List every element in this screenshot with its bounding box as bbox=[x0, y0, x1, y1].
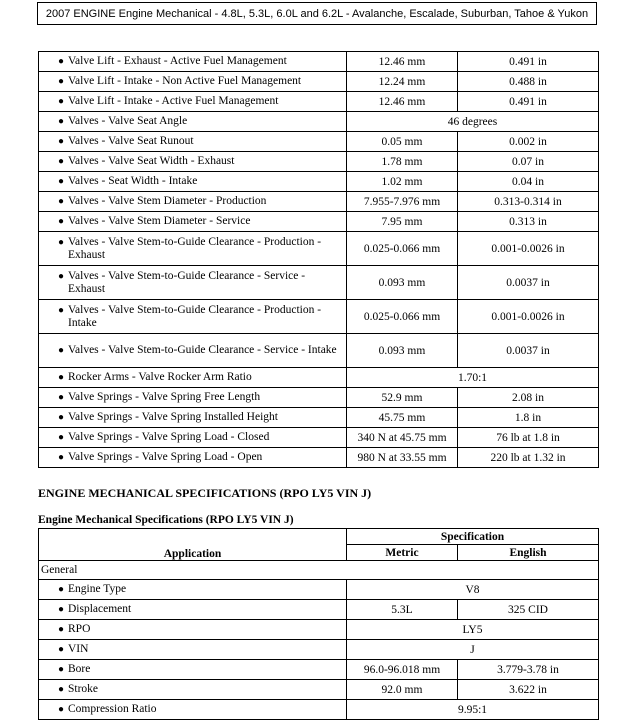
bullet-icon: ● bbox=[57, 270, 65, 282]
table-row bbox=[39, 92, 599, 112]
table-row bbox=[39, 172, 599, 192]
bullet-icon: ● bbox=[57, 583, 65, 595]
application-header: Application bbox=[39, 529, 347, 561]
application-label: VIN bbox=[68, 642, 89, 655]
table-row bbox=[39, 72, 599, 92]
application-cell bbox=[39, 300, 347, 334]
english-cell: 0.0037 in bbox=[458, 266, 599, 300]
metric-cell: 1.78 mm bbox=[347, 152, 458, 172]
application-cell bbox=[39, 600, 347, 620]
metric-cell: 0.093 mm bbox=[347, 334, 458, 368]
english-cell: 0.491 in bbox=[458, 52, 599, 72]
metric-cell: 980 N at 33.55 mm bbox=[347, 448, 458, 468]
metric-cell: 45.75 mm bbox=[347, 408, 458, 428]
application-label: Valves - Valve Stem-to-Guide Clearance - Service - Intake bbox=[68, 343, 337, 356]
spec-value-cell: 9.95:1 bbox=[347, 700, 599, 720]
english-cell: 3.779-3.78 in bbox=[458, 660, 599, 680]
bullet-icon: ● bbox=[57, 411, 65, 423]
application-cell bbox=[39, 112, 347, 132]
application-cell bbox=[39, 212, 347, 232]
metric-cell: 340 N at 45.75 mm bbox=[347, 428, 458, 448]
table-row bbox=[39, 52, 599, 72]
table-row bbox=[39, 700, 599, 720]
application-label: Valve Springs - Valve Spring Installed Height bbox=[68, 410, 278, 423]
english-cell: 0.0037 in bbox=[458, 334, 599, 368]
application-label: Engine Type bbox=[68, 582, 127, 595]
metric-cell: 5.3L bbox=[347, 600, 458, 620]
english-cell: 0.313-0.314 in bbox=[458, 192, 599, 212]
metric-cell: 96.0-96.018 mm bbox=[347, 660, 458, 680]
application-cell bbox=[39, 680, 347, 700]
bullet-icon: ● bbox=[57, 195, 65, 207]
application-cell bbox=[39, 388, 347, 408]
application-label: Valves - Valve Stem Diameter - Production bbox=[68, 194, 267, 207]
bullet-icon: ● bbox=[57, 95, 65, 107]
bullet-icon: ● bbox=[57, 175, 65, 187]
application-label: Valves - Valve Seat Angle bbox=[68, 114, 188, 127]
table-row bbox=[39, 152, 599, 172]
metric-cell: 12.46 mm bbox=[347, 92, 458, 112]
valve-specs-table bbox=[38, 51, 599, 468]
application-label: Valves - Valve Stem-to-Guide Clearance - Production - Exhaust bbox=[68, 235, 322, 261]
application-label: Valve Lift - Exhaust - Active Fuel Management bbox=[68, 54, 287, 67]
english-cell: 325 CID bbox=[458, 600, 599, 620]
english-cell: 0.001-0.0026 in bbox=[458, 300, 599, 334]
table-header-row bbox=[39, 529, 599, 545]
application-label: Valve Springs - Valve Spring Load - Closed bbox=[68, 430, 270, 443]
application-label: Valve Lift - Intake - Active Fuel Management bbox=[68, 94, 279, 107]
application-label: Valves - Valve Stem-to-Guide Clearance - Service - Exhaust bbox=[68, 269, 306, 295]
english-cell: 76 lb at 1.8 in bbox=[458, 428, 599, 448]
metric-cell: 0.025-0.066 mm bbox=[347, 232, 458, 266]
metric-cell: 0.025-0.066 mm bbox=[347, 300, 458, 334]
english-header: English bbox=[458, 545, 599, 561]
spec-value-cell: LY5 bbox=[347, 620, 599, 640]
section-heading: ENGINE MECHANICAL SPECIFICATIONS (RPO LY5 VIN J) bbox=[38, 486, 372, 500]
table-row bbox=[39, 620, 599, 640]
application-cell bbox=[39, 52, 347, 72]
bullet-icon: ● bbox=[57, 344, 65, 356]
application-cell bbox=[39, 192, 347, 212]
english-cell: 0.488 in bbox=[458, 72, 599, 92]
bullet-icon: ● bbox=[57, 643, 65, 655]
table-row bbox=[39, 600, 599, 620]
application-cell bbox=[39, 92, 347, 112]
table-row bbox=[39, 408, 599, 428]
table-row bbox=[39, 192, 599, 212]
english-cell: 0.002 in bbox=[458, 132, 599, 152]
bullet-icon: ● bbox=[57, 683, 65, 695]
english-cell: 0.313 in bbox=[458, 212, 599, 232]
table-caption: Engine Mechanical Specifications (RPO LY5 VIN J) bbox=[38, 514, 294, 526]
application-label: Valves - Valve Seat Runout bbox=[68, 134, 194, 147]
table-row bbox=[39, 212, 599, 232]
metric-cell: 92.0 mm bbox=[347, 680, 458, 700]
bullet-icon: ● bbox=[57, 451, 65, 463]
table-row bbox=[39, 132, 599, 152]
bullet-icon: ● bbox=[57, 236, 65, 248]
bullet-icon: ● bbox=[57, 135, 65, 147]
metric-cell: 12.46 mm bbox=[347, 52, 458, 72]
application-label: Valve Springs - Valve Spring Free Length bbox=[68, 390, 261, 403]
english-cell: 0.07 in bbox=[458, 152, 599, 172]
bullet-icon: ● bbox=[57, 215, 65, 227]
table-row bbox=[39, 368, 599, 388]
metric-cell: 52.9 mm bbox=[347, 388, 458, 408]
metric-cell: 0.05 mm bbox=[347, 132, 458, 152]
table-row bbox=[39, 300, 599, 334]
table-row bbox=[39, 580, 599, 600]
english-cell: 3.622 in bbox=[458, 680, 599, 700]
table-row bbox=[39, 428, 599, 448]
table-row bbox=[39, 640, 599, 660]
english-cell: 2.08 in bbox=[458, 388, 599, 408]
bullet-icon: ● bbox=[57, 703, 65, 715]
application-cell bbox=[39, 700, 347, 720]
bullet-icon: ● bbox=[57, 663, 65, 675]
metric-cell: 7.955-7.976 mm bbox=[347, 192, 458, 212]
application-label: Bore bbox=[68, 662, 91, 675]
bullet-icon: ● bbox=[57, 304, 65, 316]
application-label: Valves - Valve Stem Diameter - Service bbox=[68, 214, 251, 227]
spec-value-cell: V8 bbox=[347, 580, 599, 600]
table-row bbox=[39, 334, 599, 368]
table-row bbox=[39, 266, 599, 300]
engine-specs-table bbox=[38, 528, 599, 720]
spec-value-cell: 46 degrees bbox=[347, 112, 599, 132]
bullet-icon: ● bbox=[57, 75, 65, 87]
table-row bbox=[39, 680, 599, 700]
bullet-icon: ● bbox=[57, 623, 65, 635]
application-cell bbox=[39, 428, 347, 448]
application-label: RPO bbox=[68, 622, 91, 635]
application-cell bbox=[39, 232, 347, 266]
application-cell bbox=[39, 448, 347, 468]
application-label: Valves - Seat Width - Intake bbox=[68, 174, 198, 187]
metric-cell: 1.02 mm bbox=[347, 172, 458, 192]
bullet-icon: ● bbox=[57, 371, 65, 383]
application-cell bbox=[39, 580, 347, 600]
application-cell bbox=[39, 620, 347, 640]
table-row bbox=[39, 448, 599, 468]
metric-cell: 12.24 mm bbox=[347, 72, 458, 92]
application-label: Valve Springs - Valve Spring Load - Open bbox=[68, 450, 263, 463]
application-cell bbox=[39, 660, 347, 680]
page-header-title: 2007 ENGINE Engine Mechanical - 4.8L, 5.3L, 6.0L and 6.2L - Avalanche, Escalade, Suburban, Tahoe & Yukon bbox=[45, 7, 589, 20]
spec-value-cell: 1.70:1 bbox=[347, 368, 599, 388]
application-label: Compression Ratio bbox=[68, 702, 157, 715]
application-label: Valves - Valve Seat Width - Exhaust bbox=[68, 154, 235, 167]
english-cell: 1.8 in bbox=[458, 408, 599, 428]
application-cell bbox=[39, 640, 347, 660]
table-row bbox=[39, 660, 599, 680]
application-cell bbox=[39, 72, 347, 92]
english-cell: 0.491 in bbox=[458, 92, 599, 112]
application-label: Displacement bbox=[68, 602, 132, 615]
table-row bbox=[39, 112, 599, 132]
table-row bbox=[39, 388, 599, 408]
application-cell bbox=[39, 152, 347, 172]
application-label: Valves - Valve Stem-to-Guide Clearance - Production - Intake bbox=[68, 303, 322, 329]
metric-header: Metric bbox=[347, 545, 458, 561]
bullet-icon: ● bbox=[57, 603, 65, 615]
application-label: Stroke bbox=[68, 682, 99, 695]
english-cell: 0.001-0.0026 in bbox=[458, 232, 599, 266]
metric-cell: 7.95 mm bbox=[347, 212, 458, 232]
application-label: Rocker Arms - Valve Rocker Arm Ratio bbox=[68, 370, 252, 383]
bullet-icon: ● bbox=[57, 55, 65, 67]
spec-value-cell: J bbox=[347, 640, 599, 660]
bullet-icon: ● bbox=[57, 431, 65, 443]
bullet-icon: ● bbox=[57, 115, 65, 127]
application-cell bbox=[39, 172, 347, 192]
application-cell bbox=[39, 408, 347, 428]
application-cell bbox=[39, 266, 347, 300]
bullet-icon: ● bbox=[57, 391, 65, 403]
page-header bbox=[37, 2, 597, 25]
application-cell bbox=[39, 132, 347, 152]
application-cell bbox=[39, 334, 347, 368]
application-label: Valve Lift - Intake - Non Active Fuel Management bbox=[68, 74, 302, 87]
group-label: General bbox=[39, 561, 599, 580]
group-row bbox=[39, 561, 599, 580]
specification-header: Specification bbox=[347, 529, 599, 545]
metric-cell: 0.093 mm bbox=[347, 266, 458, 300]
english-cell: 220 lb at 1.32 in bbox=[458, 448, 599, 468]
bullet-icon: ● bbox=[57, 155, 65, 167]
application-cell bbox=[39, 368, 347, 388]
english-cell: 0.04 in bbox=[458, 172, 599, 192]
table-row bbox=[39, 232, 599, 266]
